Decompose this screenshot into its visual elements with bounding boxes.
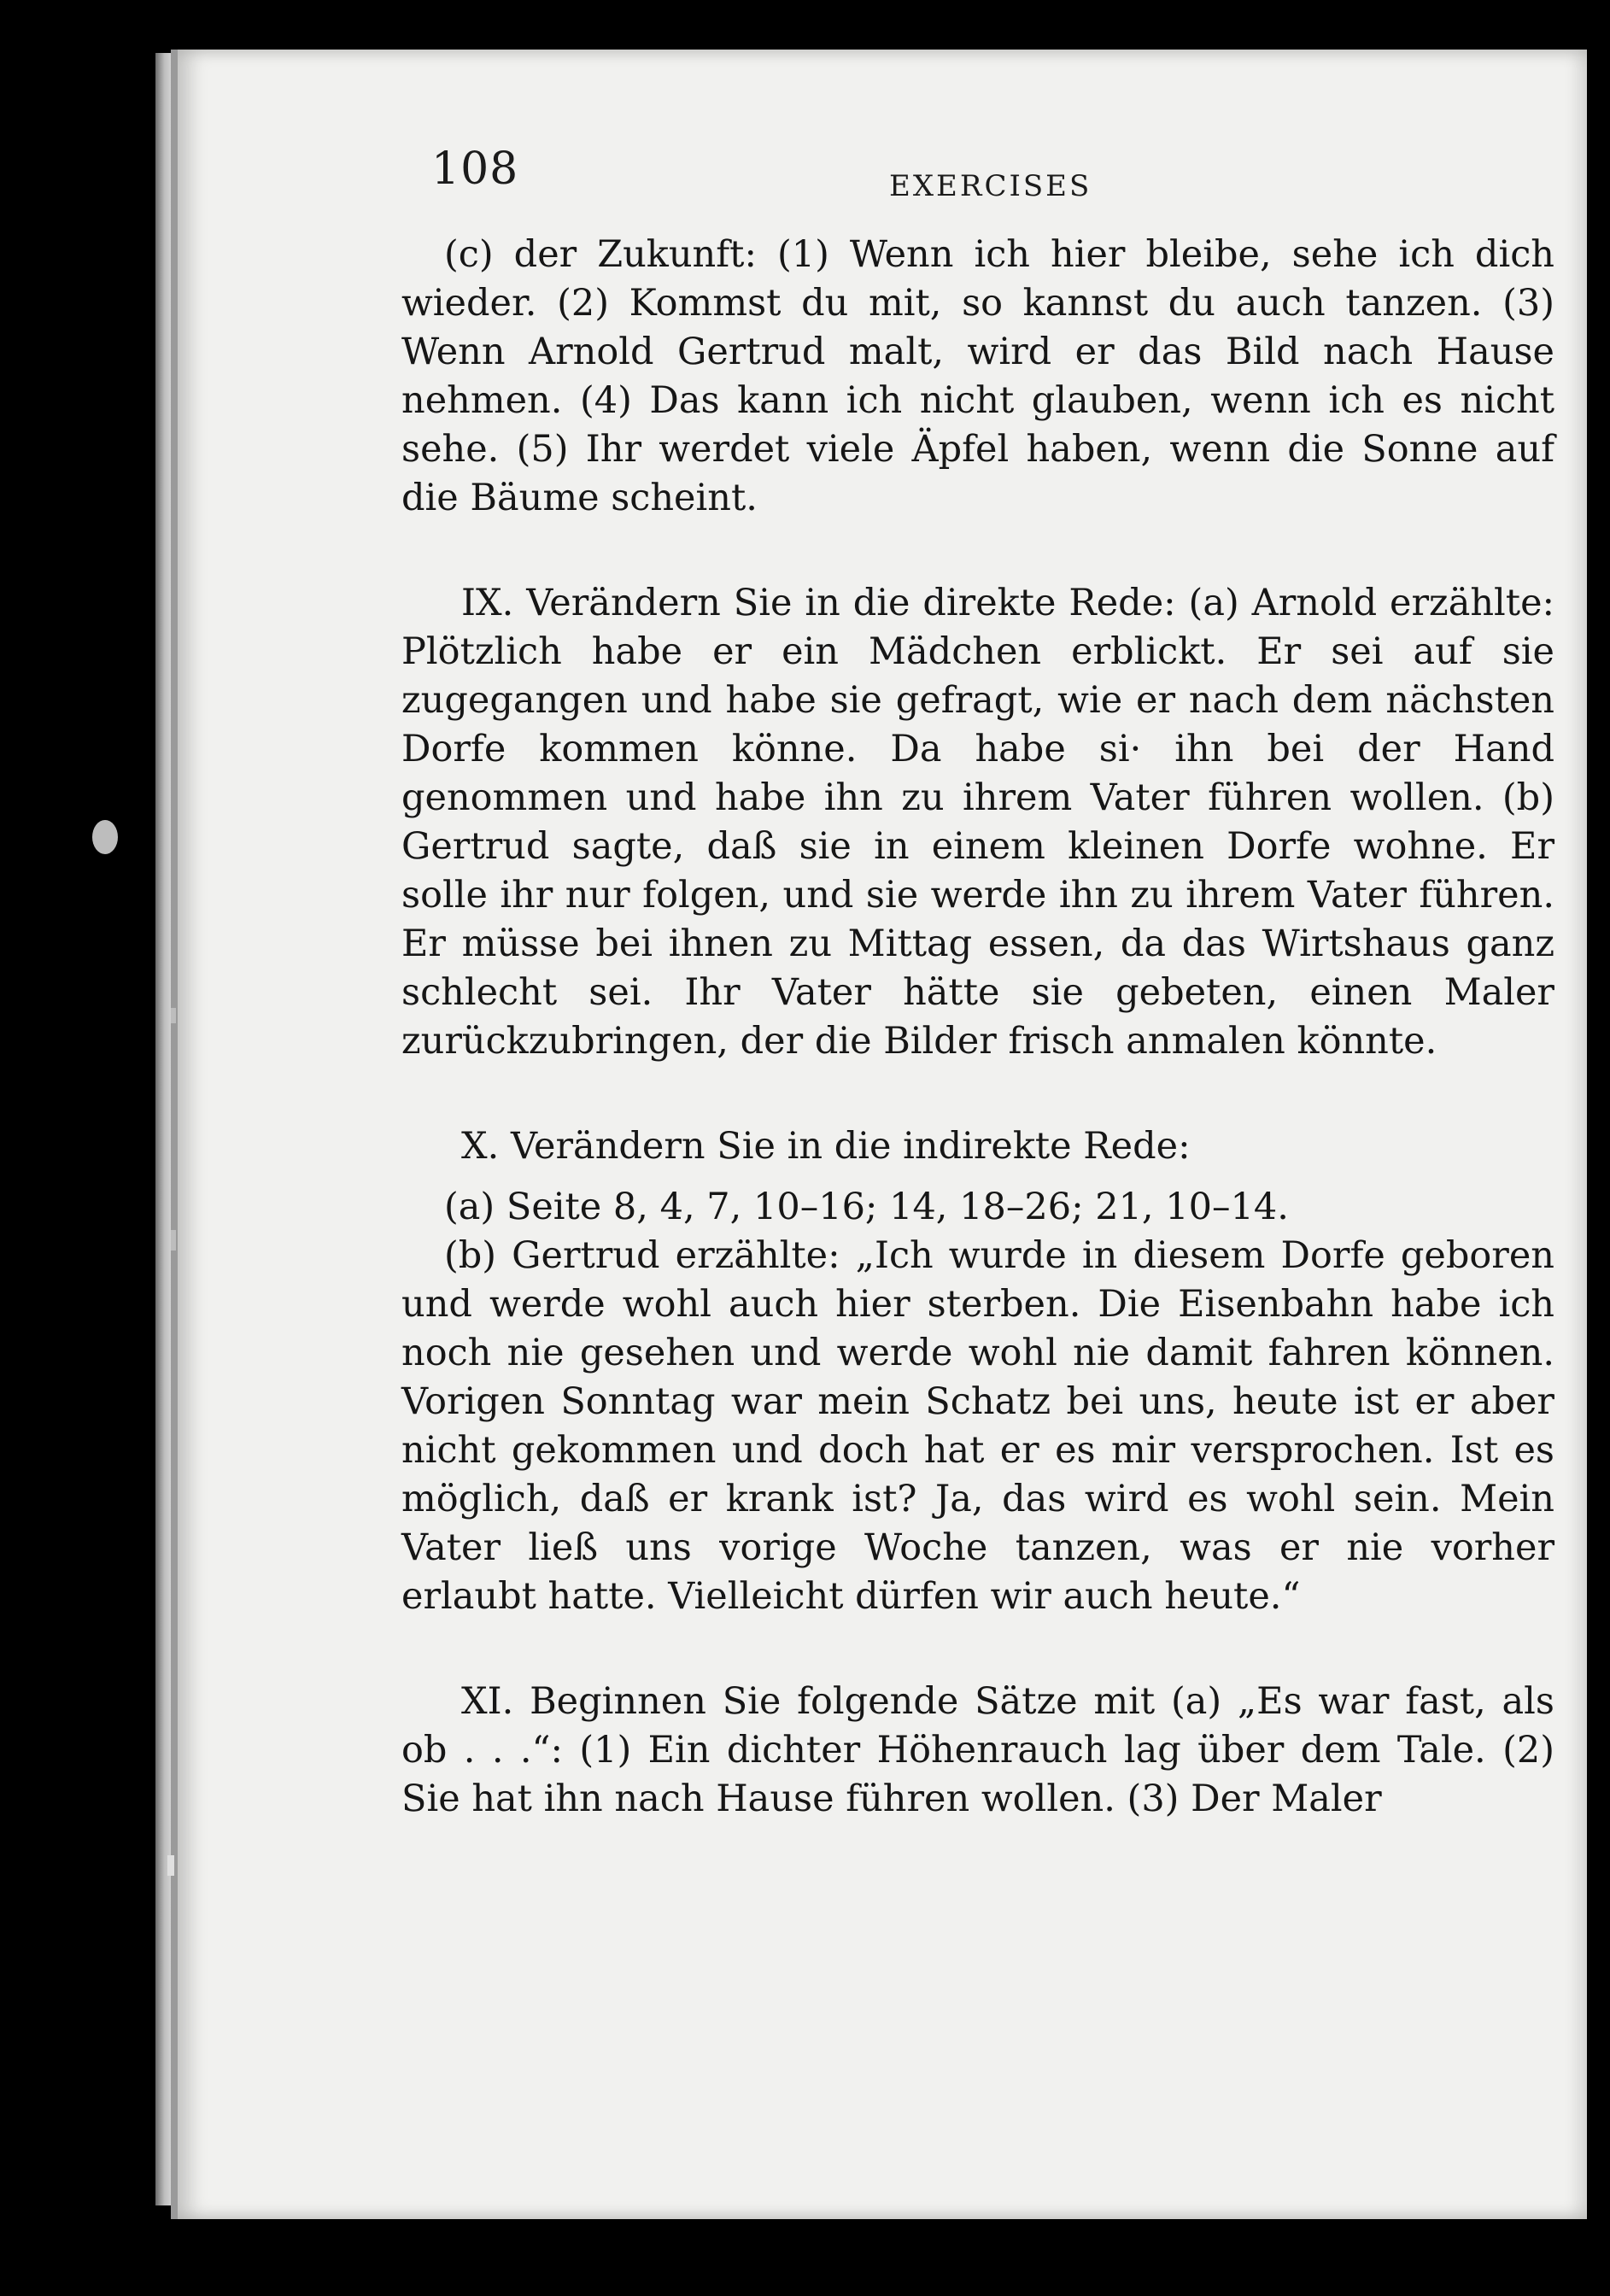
exercise-ix-text: Verändern Sie in die direkte Rede: (a) Arnold erzählte: Plötzlich habe er ein Mädchen erblickt. Er sei auf sie zugegangen und habe sie gefragt, wie er nach dem nächsten Dorfe kommen könne. Da habe si· ihn bei der Hand genommen und habe ihn zu ihrem Vater führen wollen. (b) Gertrud sagte, daß sie in einem kleinen Dorfe wohne. Er solle ihr nur folgen, und sie werde ihn zu ihrem Vater führen. Er müsse bei ihnen zu Mittag essen, da das Wirtshaus ganz schlecht sei. Ihr Vater hätte sie gebeten, einen Maler zurückzubringen, der die Bilder frisch anmalen könnte. [401, 582, 1554, 1063]
exercise-xi-number: XI. [461, 1680, 514, 1723]
exercise-ix [401, 579, 1554, 1066]
exercise-x-b: (b) Gertrud erzählte: „Ich wurde in diesem Dorfe geboren und werde wohl auch hier sterben. Die Eisenbahn habe ich noch nie gesehen und werde wohl nie damit fahren können. Vorigen Sonntag war mein Schatz bei uns, heute ist er aber nicht gekommen und doch hat er es mir versprochen. Ist es möglich, daß er krank ist? Ja, das wird es wohl sein. Mein Vater ließ uns vorige Woche tanzen, was er nie vorher erlaubt hatte. Vielleicht dürfen wir auch heute.“ [401, 1234, 1554, 1618]
exercise-c-continuation: (c) der Zukunft: (1) Wenn ich hier bleibe, sehe ich dich wieder. (2) Kommst du mit, so kannst du auch tanzen. (3) Wenn Arnold Gertrud malt, wird er das Bild nach Hause nehmen. (4) Das kann ich nicht glauben, wenn ich es nicht sehe. (5) Ihr werdet viele Äpfel haben, wenn die Sonne auf die Bäume scheint. [401, 233, 1554, 519]
exercise-x-number: X. [461, 1125, 500, 1168]
exercise-xi-text: Beginnen Sie folgende Sätze mit (a) „Es war fast, als ob . . .“: (1) Ein dichter Höhenrauch lag über dem Tale. (2) Sie hat ihn nach Hause führen wollen. (3) Der Maler [401, 1680, 1554, 1820]
scan-blemish [171, 1230, 176, 1250]
exercise-ix-number: IX. [461, 582, 514, 624]
scan-blemish [92, 820, 118, 854]
body-text [401, 231, 1554, 1824]
exercise-x-heading-text: Verändern Sie in die indirekte Rede: [510, 1125, 1191, 1168]
scan-blemish [167, 1855, 174, 1876]
running-head [431, 144, 1542, 212]
exercise-x-heading [401, 1122, 1554, 1171]
running-title: EXERCISES [889, 169, 1092, 203]
scan-blemish [171, 1008, 176, 1023]
page-number: 108 [431, 144, 519, 195]
exercise-xi [401, 1678, 1554, 1824]
exercise-x-a: (a) Seite 8, 4, 7, 10–16; 14, 18–26; 21, 10–14. [444, 1186, 1289, 1228]
